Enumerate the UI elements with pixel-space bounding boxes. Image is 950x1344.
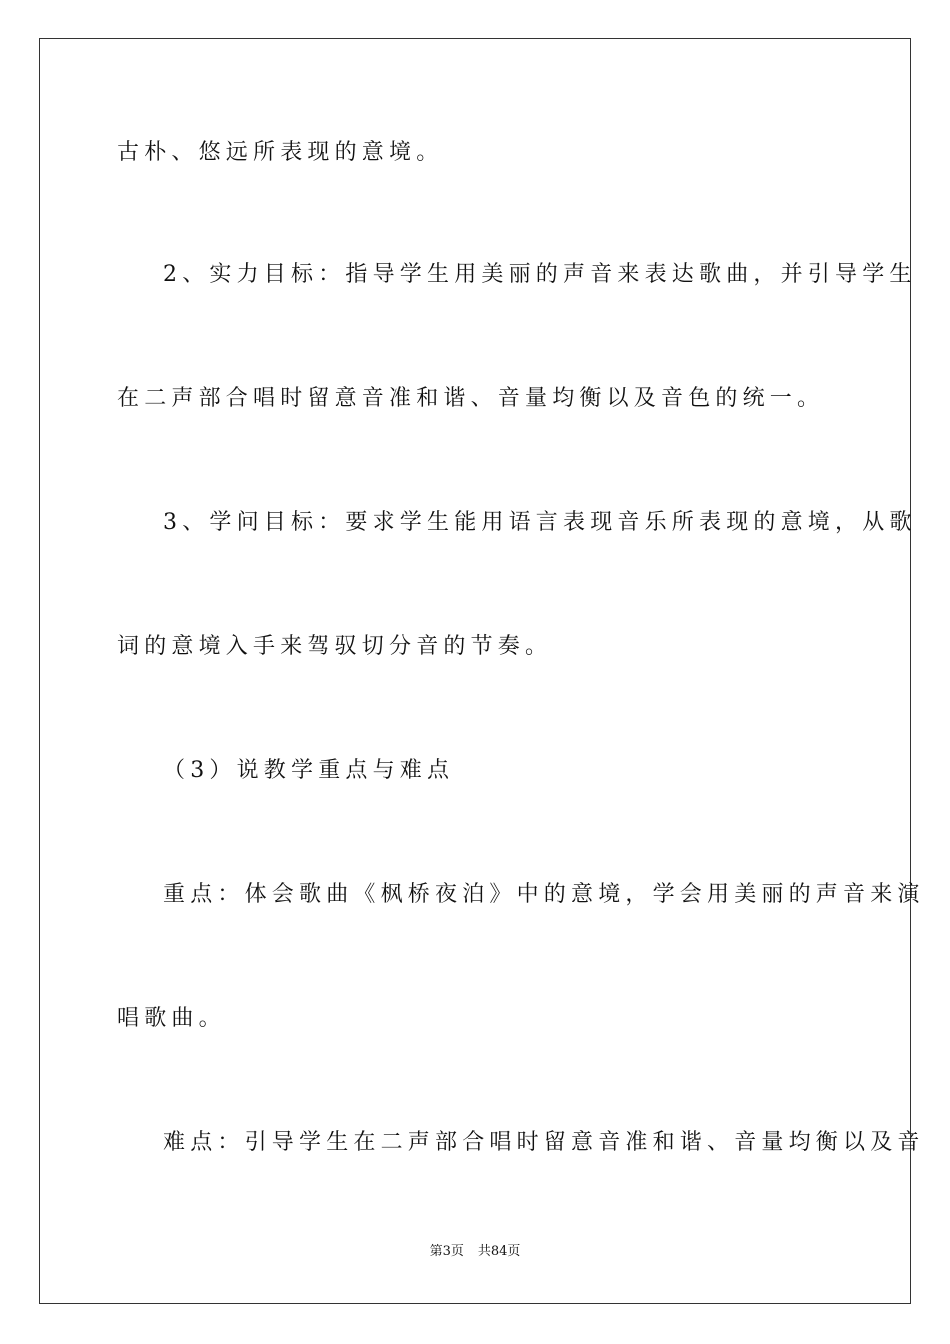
text-line: 古朴、悠远所表现的意境。	[117, 140, 444, 165]
text-line: 3、学问目标：要求学生能用语言表现音乐所表现的意境，从歌	[163, 510, 917, 535]
page-footer	[0, 1244, 950, 1260]
text-line: 词的意境入手来驾驭切分音的节奏。	[117, 634, 553, 659]
page-total: 共84页	[477, 1244, 521, 1259]
text-line: 难点：引导学生在二声部合唱时留意音准和谐、音量均衡以及音	[163, 1130, 925, 1155]
page-number: 第3页	[429, 1244, 464, 1259]
text-line: 在二声部合唱时留意音准和谐、音量均衡以及音色的统一。	[117, 386, 825, 411]
section-heading: （3）说教学重点与难点	[163, 758, 455, 783]
page-border	[39, 38, 911, 1304]
text-line: 2、实力目标：指导学生用美丽的声音来表达歌曲，并引导学生	[163, 262, 917, 287]
text-line: 重点：体会歌曲《枫桥夜泊》中的意境，学会用美丽的声音来演	[163, 882, 925, 907]
text-line: 唱歌曲。	[117, 1006, 226, 1031]
